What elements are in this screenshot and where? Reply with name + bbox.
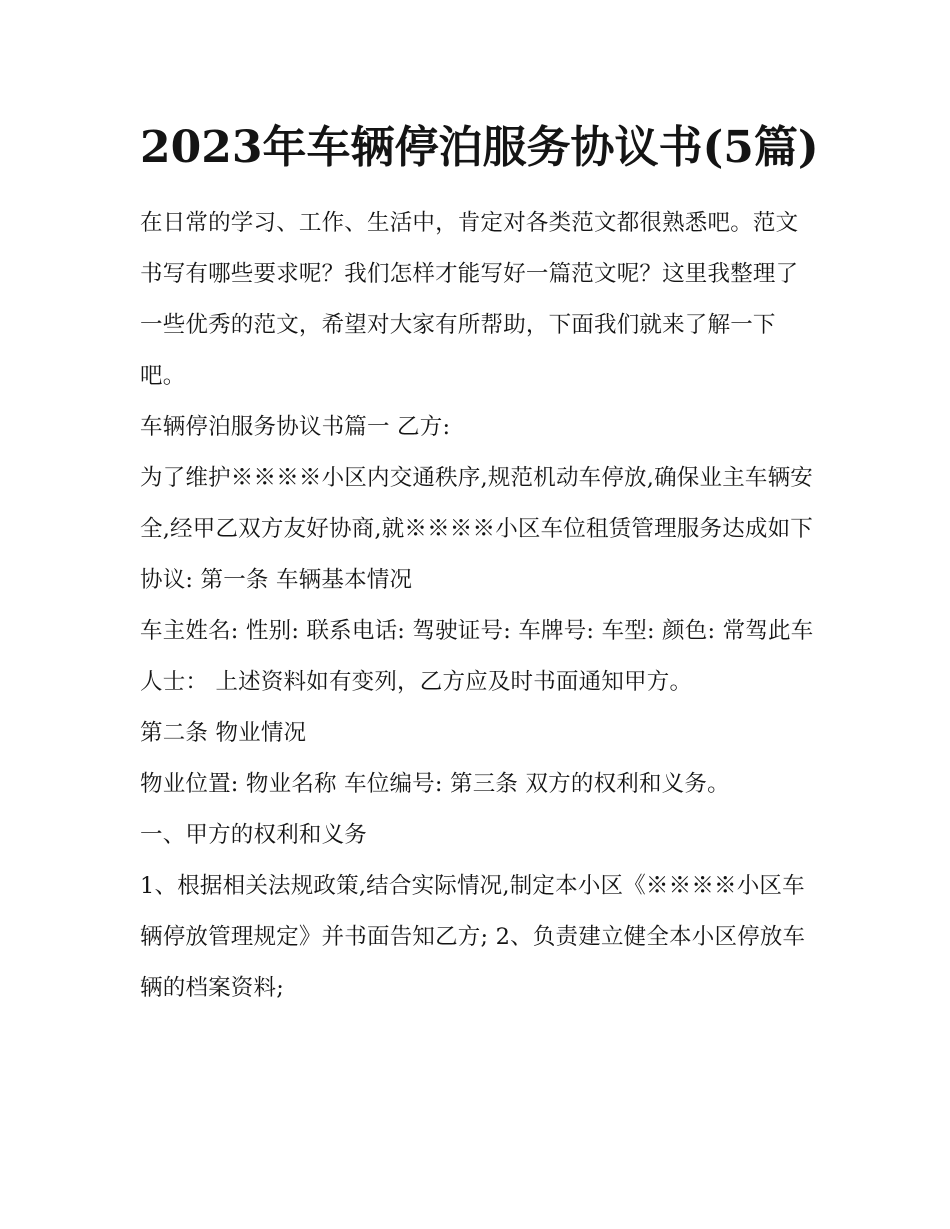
agreement-purpose-paragraph: 为了维护※※※※小区内交通秩序,规范机动车停放,确保业主车辆安全,经甲乙双方友好协商,就※※※※小区车位租赁管理服务达成如下协议: 第一条 车辆基本情况 — [140, 465, 814, 593]
document-title: 2023年车辆停泊服务协议书(5篇) — [140, 122, 819, 173]
party-a-rights-heading: 一、甲方的权利和义务 — [140, 822, 368, 848]
vehicle-info-paragraph: 车主姓名: 性别: 联系电话: 驾驶证号: 车牌号: 车型: 颜色: 常驾此车人士： 上述资料如有变列，乙方应及时书面通知甲方。 — [140, 618, 814, 695]
article-two-heading: 第二条 物业情况 — [140, 720, 307, 746]
party-a-duties-paragraph: 1、根据相关法规政策,结合实际情况,制定本小区《※※※※小区车辆停放管理规定》并书面告知乙方; 2、负责建立健全本小区停放车辆的档案资料; — [140, 873, 806, 1001]
section-heading-agreement-one: 车辆停泊服务协议书篇一 乙方: — [140, 414, 451, 440]
intro-paragraph: 在日常的学习、工作、生活中，肯定对各类范文都很熟悉吧。范文书写有哪些要求呢？我们怎样才能写好一篇范文呢？这里我整理了一些优秀的范文，希望对大家有所帮助，下面我们就来了解一下吧。 — [140, 210, 799, 389]
document-body — [140, 112, 820, 1014]
property-info-paragraph: 物业位置: 物业名称 车位编号: 第三条 双方的权利和义务。 — [140, 771, 730, 797]
